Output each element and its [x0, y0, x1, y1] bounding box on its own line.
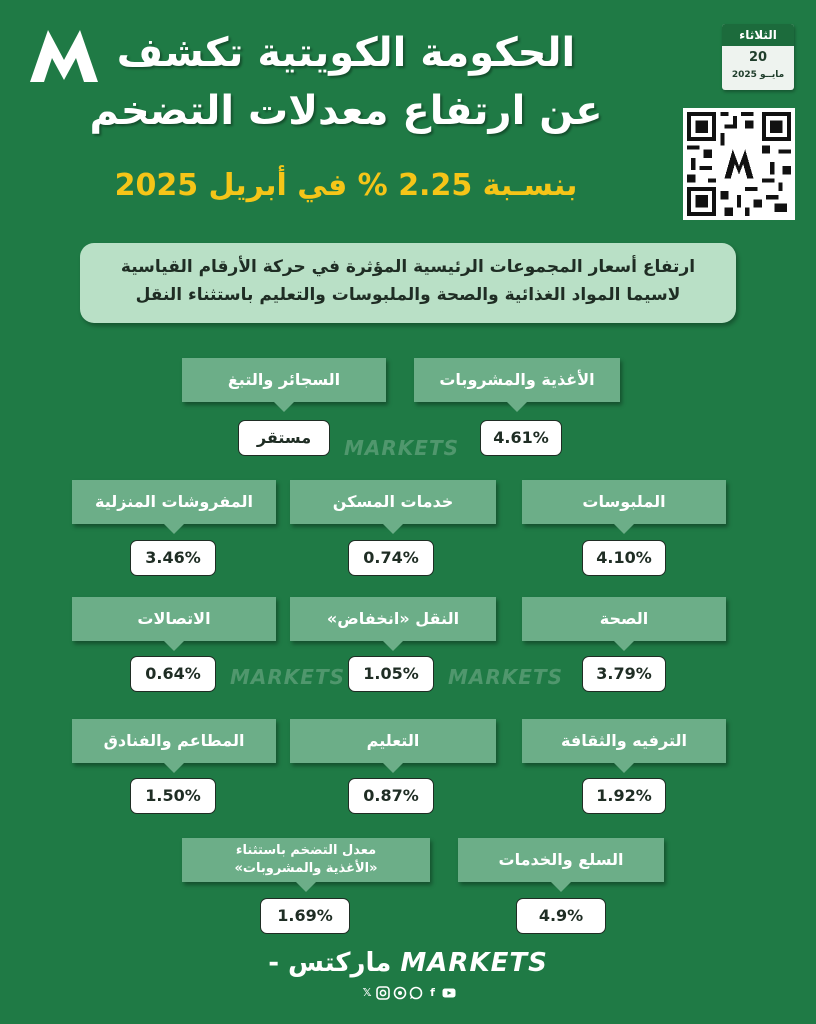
value-clothing: 4.10% [582, 540, 666, 576]
footer-brand [0, 948, 816, 978]
social-icons [360, 986, 456, 1006]
page-title-line1: الحكومة الكويتية تكشف [116, 30, 576, 76]
day-number: 20 [748, 50, 768, 65]
category-core-inflation [182, 838, 430, 882]
value-core-inflation: 1.69% [260, 898, 350, 934]
value-recreation-culture: 1.92% [582, 778, 666, 814]
category-health: الصحة [522, 597, 726, 641]
facebook-icon[interactable]: f [430, 986, 435, 999]
weekday: الثلاثاء [722, 24, 794, 46]
category-furnishings: المفروشات المنزلية [72, 480, 276, 524]
youtube-icon[interactable] [442, 986, 456, 1000]
whatsapp-icon[interactable] [409, 986, 423, 1000]
category-transport: النقل «انخفاض» [290, 597, 496, 641]
category-food-beverages: الأغذية والمشروبات [414, 358, 620, 402]
value-restaurants-hotels: 1.50% [130, 778, 216, 814]
date-calendar [722, 24, 794, 90]
info-line1: ارتفاع أسعار المجموعات الرئيسية المؤثرة في حركة الأرقام القياسية [120, 257, 696, 277]
value-health: 3.79% [582, 656, 666, 692]
watermark: MARKETS [448, 665, 563, 689]
core-inflation-line2: «الأغذية والمشروبات» [234, 861, 378, 876]
core-inflation-line1: معدل التضخم باستثناء [235, 843, 377, 858]
page-title-line2: عن ارتفاع معدلات التضخم [89, 88, 603, 134]
value-food-beverages: 4.61% [480, 420, 562, 456]
x-icon[interactable]: 𝕏 [362, 986, 372, 999]
category-recreation-culture: الترفيه والثقافة [522, 719, 726, 763]
category-education: التعليم [290, 719, 496, 763]
watermark: MARKETS [230, 665, 345, 689]
value-tobacco: مستقر [238, 420, 330, 456]
category-housing-services: خدمات المسكن [290, 480, 496, 524]
category-restaurants-hotels: المطاعم والفنادق [72, 719, 276, 763]
watermark: MARKETS [344, 436, 459, 460]
footer-brand-name: MARKETS [400, 948, 548, 978]
footer-arabic: ماركتس - [268, 948, 392, 978]
value-housing-services: 0.74% [348, 540, 434, 576]
category-goods-services: السلع والخدمات [458, 838, 664, 882]
value-furnishings: 3.46% [130, 540, 216, 576]
threads-icon[interactable] [393, 986, 407, 1000]
info-box [80, 243, 736, 323]
category-clothing: الملبوسات [522, 480, 726, 524]
category-tobacco: السجائر والتبغ [182, 358, 386, 402]
value-goods-services: 4.9% [516, 898, 606, 934]
value-communications: 0.64% [130, 656, 216, 692]
instagram-icon[interactable] [376, 986, 390, 1000]
value-education: 0.87% [348, 778, 434, 814]
page-subtitle: بنسـبة 2.25 % في أبريل 2025 [114, 168, 578, 203]
info-line2: لاسيما المواد الغذائية والصحة والملبوسات والتعليم باستثناء النقل [135, 285, 681, 305]
category-communications: الاتصالات [72, 597, 276, 641]
month-year: مايــو 2025 [731, 70, 785, 80]
value-transport: 1.05% [348, 656, 434, 692]
qr-code[interactable] [683, 108, 795, 220]
